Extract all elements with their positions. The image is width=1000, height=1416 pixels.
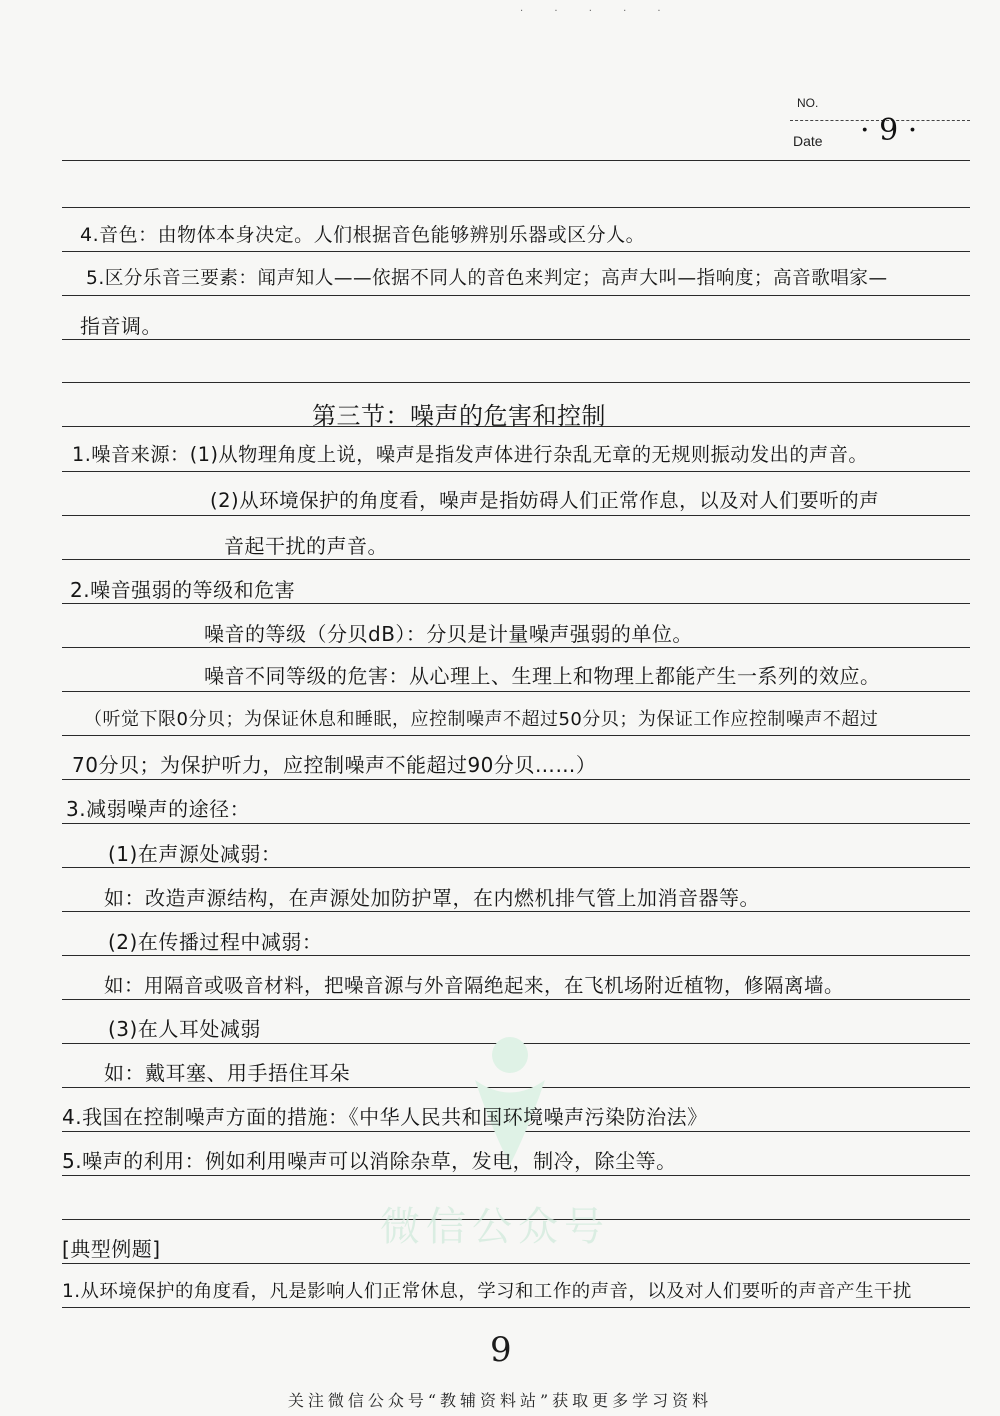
ruled-line: [62, 160, 970, 161]
note-line: 音起干扰的声音。: [224, 534, 388, 558]
ruled-line: [62, 207, 970, 208]
note-line: (2)从环境保护的角度看，噪声是指妨碍人们正常作息，以及对人们要听的声: [210, 489, 880, 512]
ruled-line: [62, 779, 970, 780]
ruled-line: [62, 382, 970, 383]
ruled-line: [62, 867, 970, 868]
example-heading: [典型例题]: [62, 1237, 161, 1261]
note-line: 如：用隔音或吸音材料，把噪音源与外音隔绝起来，在飞机场附近植物，修隔离墙。: [104, 974, 845, 997]
note-line: 5.区分乐音三要素：闻声知人——依据不同人的音色来判定；高声大叫—指响度；高音歌唱家—: [86, 268, 888, 289]
note-line: （听觉下限0分贝；为保证休息和睡眠，应控制噪声不超过50分贝；为保证工作应控制噪声不超过: [84, 709, 879, 730]
note-line: 4.音色：由物体本身决定。人们根据音色能够辨别乐器或区分人。: [80, 224, 646, 246]
footer-note: 关注微信公众号“教辅资料站”获取更多学习资料: [287, 1391, 713, 1410]
note-line: 如：戴耳塞、用手捂住耳朵: [104, 1061, 350, 1085]
ruled-line: [62, 515, 970, 516]
date-value: · 9 ·: [860, 113, 918, 148]
section-title: 第三节：噪声的危害和控制: [312, 402, 606, 430]
ruled-line: [62, 823, 970, 824]
note-line: 噪音的等级（分贝dB）：分贝是计量噪声强弱的单位。: [204, 622, 693, 646]
note-line: 3.减弱噪声的途径：: [66, 797, 251, 821]
ruled-line: [62, 911, 970, 912]
ruled-line: [62, 251, 970, 252]
ruled-line: [62, 339, 970, 340]
ruled-line: [62, 1175, 970, 1176]
note-line: (1)在声源处减弱：: [108, 842, 282, 866]
note-line: 如：改造声源结构，在声源处加防护罩，在内燃机排气管上加消音器等。: [104, 886, 760, 910]
ruled-line: [62, 471, 970, 472]
ruled-line: [62, 999, 970, 1000]
no-label: NO.: [797, 96, 819, 110]
page-number: 9: [490, 1330, 512, 1370]
ruled-line: [62, 295, 970, 296]
note-line: (3)在人耳处减弱: [108, 1017, 261, 1041]
ruled-line: [62, 559, 970, 560]
note-line: 噪音不同等级的危害：从心理上、生理上和物理上都能产生一系列的效应。: [204, 664, 881, 688]
ruled-line: [62, 1263, 970, 1264]
note-line: 1.从环境保护的角度看，凡是影响人们正常休息，学习和工作的声音，以及对人们要听的声音产生干扰: [62, 1281, 912, 1302]
note-line: 5.噪声的利用：例如利用噪声可以消除杂草，发电，制冷，除尘等。: [62, 1149, 677, 1173]
ruled-line: [62, 647, 970, 648]
date-label: Date: [793, 133, 823, 149]
note-line: 指音调。: [80, 314, 162, 338]
note-line: 1.噪音来源：(1)从物理角度上说，噪声是指发声体进行杂乱无章的无规则振动发出的声音。: [72, 443, 869, 466]
ruled-line: [62, 691, 970, 692]
watermark-text: 微信公众号: [380, 1204, 610, 1250]
ruled-line: [62, 603, 970, 604]
scan-dots: · · · · ·: [520, 6, 675, 17]
ruled-line: [62, 1307, 970, 1308]
note-line: 70分贝；为保护听力，应控制噪声不能超过90分贝……）: [72, 753, 597, 777]
ruled-line: [62, 955, 970, 956]
note-line: 4.我国在控制噪声方面的措施：《中华人民共和国环境噪声污染防治法》: [62, 1105, 708, 1129]
note-line: (2)在传播过程中减弱：: [108, 930, 323, 954]
ruled-line: [62, 735, 970, 736]
note-line: 2.噪音强弱的等级和危害: [70, 578, 296, 602]
